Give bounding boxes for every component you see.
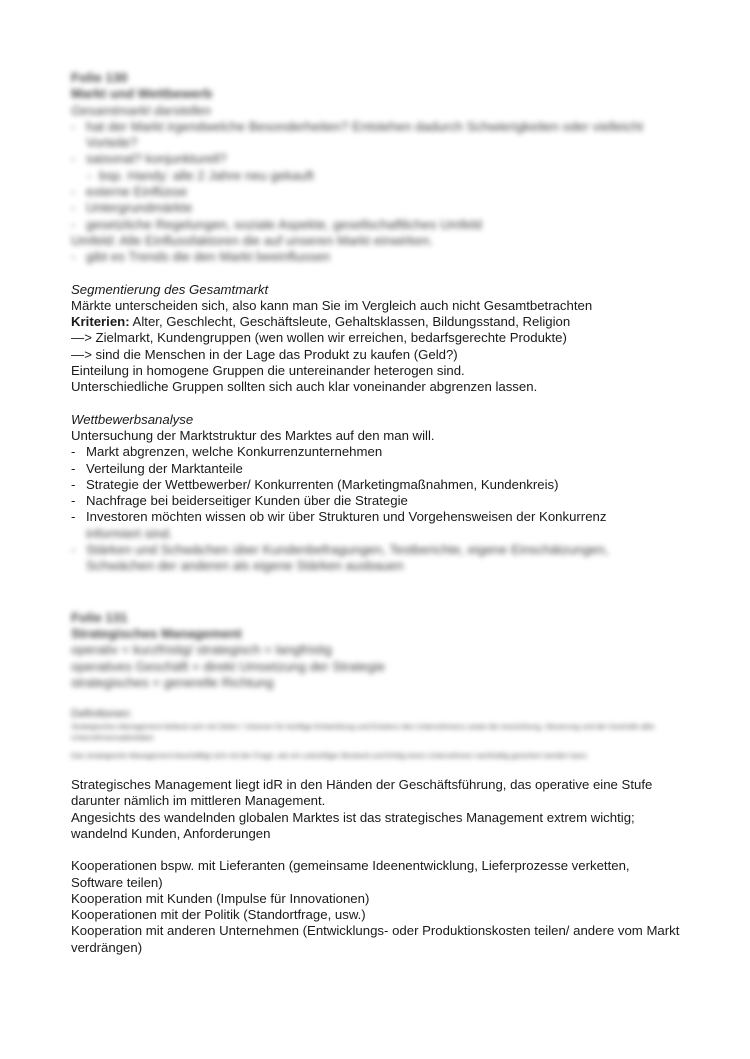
blurred-text: Schwächen der anderen als eigene Stärken ausbauen xyxy=(86,558,404,574)
list-item: - Untergrundmärkte xyxy=(71,200,681,216)
folie-130-title: Markt und Wettbewerb xyxy=(71,86,213,102)
list-item: - Markt abgrenzen, welche Konkurrenzunternehmen xyxy=(71,444,681,460)
folie-131-section xyxy=(71,610,681,761)
management-section xyxy=(71,777,681,842)
list-item: - saisonal? konjunkturell? xyxy=(71,151,681,167)
segmentierung-heading: Segmentierung des Gesamtmarkt xyxy=(71,281,269,297)
folie-130-section xyxy=(71,70,681,266)
list-item: - Strategie der Wettbewerber/ Konkurrenten (Marketingmaßnahmen, Kundenkreis) xyxy=(71,477,681,493)
definition-text: Strategisches Management befasst sich mit Zielen / Visionen für künftige Entwicklung und Existenz des Unternehmens sowie der Ausrichtung, Steuerung und der Kontrolle aller Unternehmensaktivitäten xyxy=(71,722,655,743)
paragraph: operatives Geschäft = direkt Umsetzung der Strategie xyxy=(71,658,386,674)
umfeld-text: Umfeld: Alle Einflussfaktoren die auf unseren Markt einwirken. xyxy=(71,232,434,248)
folie-131-heading: Folie 131 xyxy=(71,609,128,625)
paragraph: Kooperationen bspw. mit Lieferanten (gemeinsame Ideenentwicklung, Lieferprozesse verketten, Software teilen) xyxy=(71,858,630,890)
arrow-line: —> Zielmarkt, Kundengruppen (wen wollen wir erreichen, bedarfsgerechte Produkte) xyxy=(71,330,567,346)
paragraph: Märkte unterscheiden sich, also kann man Sie im Vergleich auch nicht Gesamtbetrachten xyxy=(71,297,593,313)
list-item: - Verteilung der Marktanteile xyxy=(71,461,681,477)
criteria-line xyxy=(71,314,681,330)
paragraph: Angesichts des wandelnden globalen Marktes ist das strategisches Management extrem wichtig; wandelnd Kunden, Anforderungen xyxy=(71,809,635,841)
list-item: - gesetzliche Regelungen, soziale Aspekte, gesellschaftliches Umfeld xyxy=(71,217,681,233)
segmentierung-section xyxy=(71,282,681,396)
folie-130-subtitle: Gesamtmarkt darstellen xyxy=(71,102,211,118)
sub-list-item: - bsp. Handy: alle 2 Jahre neu gekauft xyxy=(71,168,681,184)
definition-text: Das strategische Management beschäftigt sich mit der Frage, wie ein zukünftiger Bestand und Erfolg eines Unternehmen nachhaltig gesichert werden kann. xyxy=(71,751,589,761)
paragraph: Untersuchung der Marktstruktur des Marktes auf den man will. xyxy=(71,427,435,443)
paragraph: Unterschiedliche Gruppen sollten sich auch klar voneinander abgrenzen lassen. xyxy=(71,379,538,395)
list-item: - externe Einflüsse xyxy=(71,184,681,200)
paragraph: strategisches = generelle Richtung xyxy=(71,674,274,690)
paragraph: Kooperationen mit der Politik (Standortfrage, usw.) xyxy=(71,907,366,923)
blurred-list-item: - Stärken und Schwächen über Kundenbefragungen, Testberichte, eigene Einschätzungen, xyxy=(71,542,681,558)
kooperationen-section xyxy=(71,858,681,956)
paragraph: Kooperation mit Kunden (Impulse für Innovationen) xyxy=(71,890,370,906)
paragraph: operativ = kurzfristig/ strategisch = langfristig xyxy=(71,642,332,658)
list-item: - Nachfrage bei beiderseitiger Kunden über die Strategie xyxy=(71,493,681,509)
arrow-line: —> sind die Menschen in der Lage das Produkt zu kaufen (Geld?) xyxy=(71,346,458,362)
paragraph: Kooperation mit anderen Unternehmen (Entwicklungs- oder Produktionskosten teilen/ andere vom Markt verdrängen) xyxy=(71,923,680,955)
wettbewerb-section xyxy=(71,412,681,575)
blurred-text: informiert sind. xyxy=(86,525,173,541)
document-page xyxy=(71,70,681,956)
folie-130-heading: Folie 130 xyxy=(71,70,128,85)
definitions-label: Definitionen: xyxy=(71,708,133,721)
folie-131-title: Strategisches Management xyxy=(71,625,242,641)
paragraph: Strategisches Management liegt idR in den Händen der Geschäftsführung, das operative eine Stufe darunter nämlich im mittleren Management. xyxy=(71,777,653,809)
list-item: - Investoren möchten wissen ob wir über Strukturen und Vorgehensweisen der Konkurrenz xyxy=(71,509,681,525)
list-item: - gibt es Trends die den Markt beeinflussen xyxy=(71,249,681,265)
criteria-text: Alter, Geschlecht, Geschäftsleute, Gehaltsklassen, Bildungsstand, Religion xyxy=(129,314,571,330)
wettbewerb-heading: Wettbewerbsanalyse xyxy=(71,411,194,427)
list-item: - hat der Markt irgendwelche Besonderheiten? Entstehen dadurch Schwierigkeiten oder vielleicht Vorteile? xyxy=(71,119,681,152)
paragraph: Einteilung in homogene Gruppen die untereinander heterogen sind. xyxy=(71,363,465,379)
criteria-label: Kriterien: xyxy=(71,314,130,330)
